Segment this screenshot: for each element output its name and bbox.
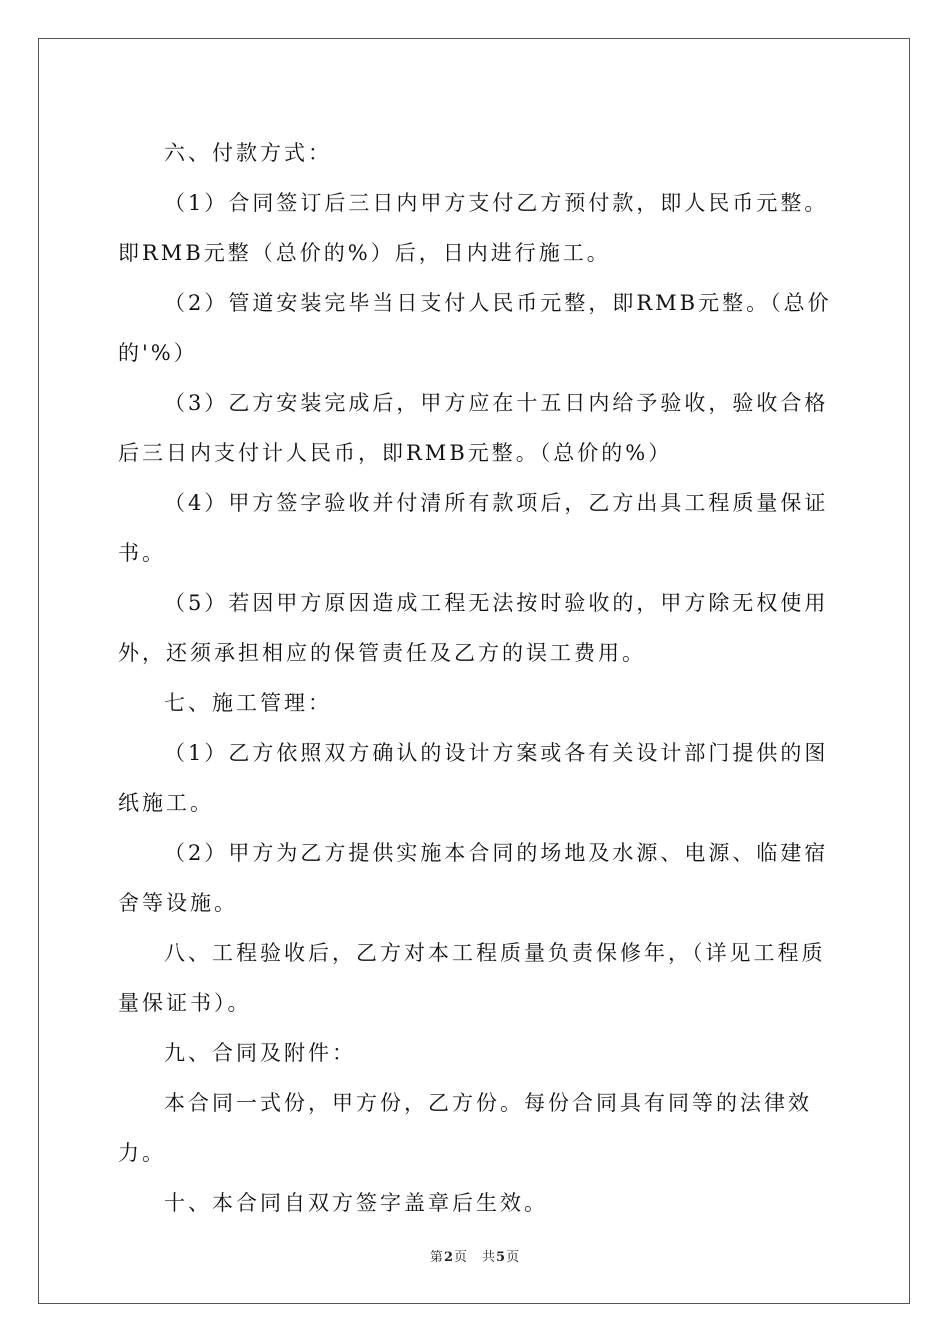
construction-clause-2: （2）甲方为乙方提供实施本合同的场地及水源、电源、临建宿舍等设施。 xyxy=(118,841,829,915)
section-effective-date: 十、本合同自双方签字盖章后生效。 xyxy=(164,1191,548,1215)
payment-clause-1: （1）合同签订后三日内甲方支付乙方预付款，即人民币元整。即RMB元整（总价的%）后，日内进行施工。 xyxy=(118,191,829,265)
current-page-number: 2 xyxy=(443,1250,454,1265)
section-heading-construction: 七、施工管理： xyxy=(164,691,332,715)
section-acceptance-warranty: 八、工程验收后，乙方对本工程质量负责保修年，（详见工程质量保证书）。 xyxy=(118,941,826,1015)
payment-clause-5: （5）若因甲方原因造成工程无法按时验收的，甲方除无权使用外，还须承担相应的保管责任及乙方的误工费用。 xyxy=(118,591,829,665)
total-suffix: 页 xyxy=(506,1250,521,1265)
construction-clause-1: （1）乙方依照双方确认的设计方案或各有关设计部门提供的图纸施工。 xyxy=(118,741,829,815)
payment-clause-2: （2）管道安装完毕当日支付人民币元整，即RMB元整。（总价的'%） xyxy=(118,291,832,365)
section-heading-attachments: 九、合同及附件： xyxy=(164,1041,356,1065)
payment-clause-4: （4）甲方签字验收并付清所有款项后，乙方出具工程质量保证书。 xyxy=(118,491,829,565)
page-footer xyxy=(0,1246,950,1265)
total-page-number: 5 xyxy=(496,1250,507,1265)
page-suffix: 页 xyxy=(453,1250,468,1265)
page-prefix: 第 xyxy=(429,1250,444,1265)
copies-clause: 本合同一式份，甲方份，乙方份。每份合同具有同等的法律效力。 xyxy=(118,1091,812,1165)
section-heading-payment: 六、付款方式： xyxy=(164,141,332,165)
payment-clause-3: （3）乙方安装完成后，甲方应在十五日内给予验收，验收合格后三日内支付计人民币，即RMB元整。（总价的%） xyxy=(118,391,829,465)
total-prefix: 共 xyxy=(482,1250,497,1265)
document-body xyxy=(118,128,836,1228)
